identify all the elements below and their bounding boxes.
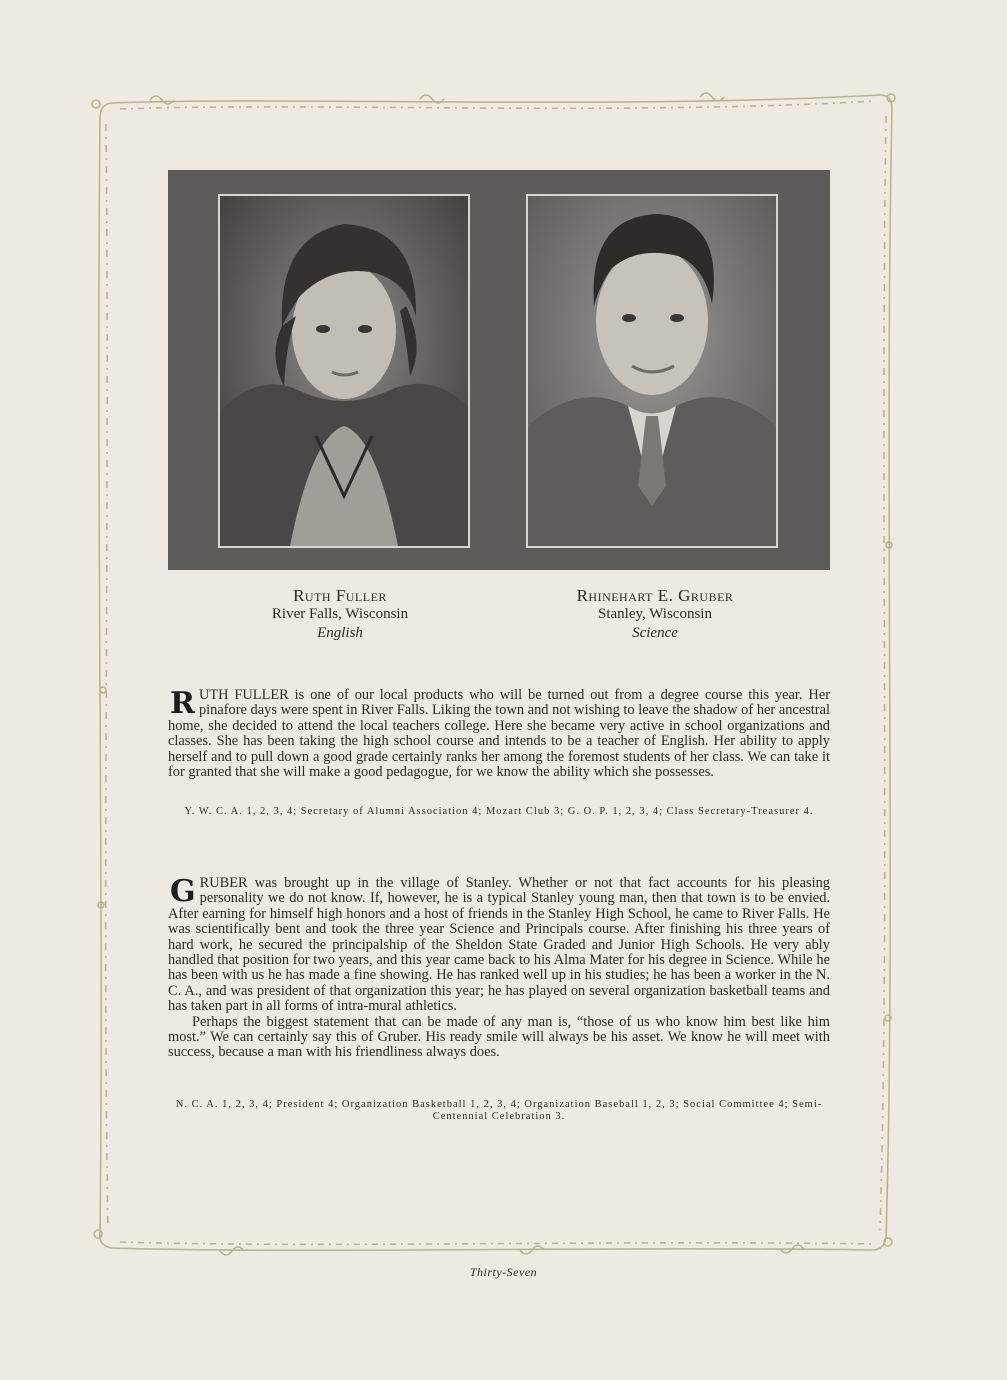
bio-text: RUBER was brought up in the village of Stanley. Whether or not that fact accounts for his pleasing personality we do not know. If, however, he is a typical Stanley young man, then that town is to be envied. After earning for himself high honors and a host of friends in the Stanley High School, he came to River Falls. He was scientifically bent and took the three year Science and Principals course. After finishing his three years of hard work, he secured the principalship of the Sheldon State Graded and Junior High Schools. He very ably handled that position for two years, and this year came back to his Alma Mater for his degree in Science. While he has been with us he has made a fine showing. He has ranked well up in his studies; he has been a worker in the N. C. A., and was president of that organization this year; he has played on several organization basketball teams and has taken part in all forms of intra-mural athletics. xyxy=(168,875,830,1015)
portrait-panel xyxy=(168,170,830,570)
student-name: Rhinehart E. Gruber xyxy=(576,586,734,605)
bio-paragraph: Perhaps the biggest statement that can be made of any man is, “those of us who know him best like him most.” We can certainly say this of Gruber. His ready smile will always be his asset. We know he will meet with success, because a man with his friendliness always does. xyxy=(168,1013,830,1061)
bio-paragraph xyxy=(168,876,830,1015)
bio-paragraph xyxy=(168,688,830,780)
page-number: Thirty-Seven xyxy=(469,1265,538,1279)
portrait-rhinehart-gruber xyxy=(526,194,778,548)
student-hometown: River Falls, Wisconsin xyxy=(271,606,409,622)
student-hometown: Stanley, Wisconsin xyxy=(598,606,712,622)
activities-rhinehart-gruber: N. C. A. 1, 2, 3, 4; President 4; Organization Basketball 1, 2, 3, 4; Organization Baseball 1, 2, 3; Social Committee 4; Semi-Centennial Celebration 3. xyxy=(175,1099,823,1122)
caption-ruth-fuller xyxy=(190,586,490,643)
caption-rhinehart-gruber xyxy=(505,586,805,643)
student-major: Science xyxy=(632,625,678,641)
student-major: English xyxy=(317,625,363,641)
drop-cap: R xyxy=(170,686,195,721)
drop-cap: G xyxy=(170,874,196,909)
portrait-ruth-fuller xyxy=(218,194,470,548)
student-name: Ruth Fuller xyxy=(293,586,387,605)
bio-text: UTH FULLER is one of our local products who will be turned out from a degree course this year. Her pinafore days were spent in River Falls. Liking the town and not wishing to leave the shadow of her ancestral home, she decided to attend the local teachers college. Here she became very active in school organizations and classes. She has been taking the high school course and intends to be a teacher of English. Her ability to apply herself and to pull down a good grade certainly ranks her among the foremost students of her class. We can take it for granted that she will make a good pedagogue, for we know the ability which she possesses. xyxy=(168,687,830,781)
bio-ruth-fuller xyxy=(168,688,830,780)
bio-rhinehart-gruber xyxy=(168,876,830,1061)
activities-ruth-fuller: Y. W. C. A. 1, 2, 3, 4; Secretary of Alumni Association 4; Mozart Club 3; G. O. P. 1, 2, 3, 4; Class Secretary-Treasurer 4. xyxy=(184,806,814,817)
